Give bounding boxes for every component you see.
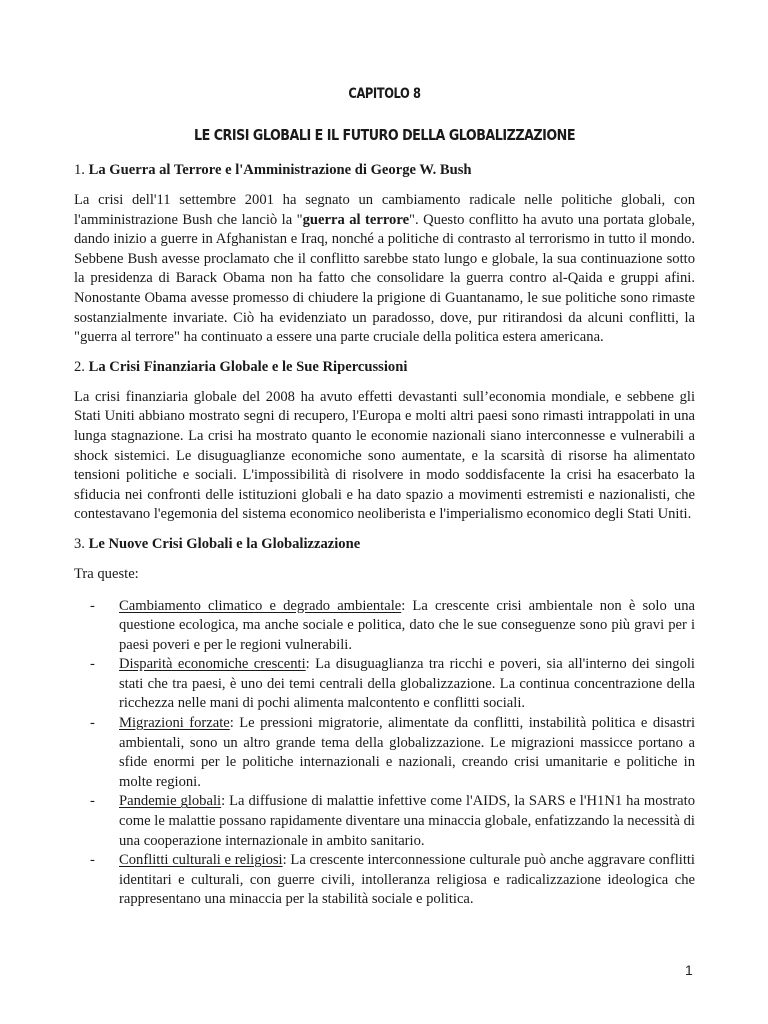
chapter-title: LE CRISI GLOBALI E IL FUTURO DELLA GLOBALIZZAZIONE bbox=[193, 126, 576, 144]
page-number: 1 bbox=[685, 962, 693, 978]
bold-term: guerra al terrore bbox=[302, 211, 410, 228]
list-item bbox=[74, 597, 695, 656]
paragraph-text: La crisi dell'11 settembre 2001 ha segnato un cambiamento radicale nelle politiche globali, con l'amministrazione Bush che lanciò la " bbox=[74, 192, 695, 228]
list-item-term: Cambiamento climatico e degrado ambientale bbox=[119, 597, 402, 614]
list-item-description: : La disuguaglianza tra ricchi e poveri, sia all'interno dei singoli stati che tra paesi, è uno dei temi centrali della globalizzazione. La continua concentrazione della ricchezza nelle mani di pochi alimenta malcontento e conflitti sociali. bbox=[119, 656, 695, 712]
dash-bullet-icon: - bbox=[90, 656, 95, 673]
paragraph-text: ". Questo conflitto ha avuto una portata globale, dando inizio a guerre in Afghanistan e Iraq, nonché a politiche di contrasto al terrorismo in tutto il mondo. Sebbene Bush avesse proclamato che il conflitto sarebbe stato lungo e globale, la sua continuazione sotto la presidenza di Barack Obama non ha fatto che consolidare la guerra contro al-Qaida e gruppi afini. Nonostante Obama avesse promesso di chiudere la prigione di Guantanamo, le sue politiche sono rimaste sostanzialmente invariate. Ciò ha evidenziato un paradosso, dove, pur ritirandosi da alcuni conflitti, la "guerra al terrore" ha continuato a essere una parte cruciale della politica estera americana. bbox=[74, 211, 696, 346]
list-item bbox=[74, 851, 695, 910]
section-2-paragraph: La crisi finanziaria globale del 2008 ha avuto effetti devastanti sull’economia mondiale, e sebbene gli Stati Uniti abbiano mostrato segni di recupero, l'Europa e molti altri paesi sono rimasti intrappolati in una lunga stagnazione. La crisi ha mostrato quanto le economie nazionali siano interconnesse e vulnerabili a shock sistemici. Le disuguaglianze economiche sono aumentate, e la scarsità di risorse ha alimentato tensioni politiche e sociali. L'impossibilità di risolvere in modo soddisfacente la crisi ha esacerbato la sfiducia nei confronti delle istituzioni globali e ha dato spazio a movimenti estremisti e nazionalisti, che contestavano l'egemonia del sistema economico neoliberista e l'imperialismo economico degli Stati Uniti. bbox=[74, 388, 695, 523]
list-item bbox=[74, 714, 695, 792]
section-title: Le Nuove Crisi Globali e la Globalizzazione bbox=[88, 535, 361, 552]
list-item-description: : La crescente interconnessione culturale può anche aggravare conflitti identitari e culturali, con guerre civili, intolleranza religiosa e radicalizzazione ideologica che rappresentano una minaccia per la stabilità sociale e politica. bbox=[119, 852, 695, 908]
dash-bullet-icon: - bbox=[90, 852, 95, 869]
chapter-label: CAPITOLO 8 bbox=[348, 86, 421, 102]
section-1-paragraph bbox=[74, 191, 695, 348]
dash-bullet-icon: - bbox=[90, 793, 95, 810]
list-item-term: Conflitti culturali e religiosi bbox=[119, 852, 283, 869]
list-intro: Tra queste: bbox=[74, 565, 139, 582]
list-item-term: Pandemie globali bbox=[119, 793, 222, 810]
section-number: 2. bbox=[74, 358, 85, 375]
section-heading-1 bbox=[74, 160, 695, 180]
section-number: 1. bbox=[74, 162, 85, 178]
dash-bullet-icon: - bbox=[90, 597, 95, 614]
crises-list bbox=[74, 597, 695, 911]
list-item-description: : La crescente crisi ambientale non è solo una questione ecologica, ma anche sociale e politica, dato che le sue conseguenze sono più gravi per i paesi poveri e per le regioni vulnerabili. bbox=[119, 597, 695, 653]
section-title: La Crisi Finanziaria Globale e le Sue Ripercussioni bbox=[88, 358, 408, 375]
list-item-description: : Le pressioni migratorie, alimentate da conflitti, instabilità politica e disastri ambientali, sono un altro grande tema della globalizzazione. Le migrazioni massicce portano a sfide enormi per le politiche internazionali e nazionali, creando crisi umanitarie e politiche in molte regioni. bbox=[119, 715, 695, 790]
document-page bbox=[74, 84, 695, 910]
section-title: La Guerra al Terrore e l'Amministrazione di George W. Bush bbox=[88, 162, 472, 178]
list-item-description: : La diffusione di malattie infettive come l'AIDS, la SARS e l'H1N1 ha mostrato come le malattie possano rapidamente diventare una minaccia globale, enfatizzando la necessità di una cooperazione internazionale in ambito sanitario. bbox=[119, 793, 695, 849]
list-item bbox=[74, 655, 695, 714]
list-item-term: Migrazioni forzate bbox=[119, 715, 230, 732]
list-item-term: Disparità economiche crescenti bbox=[119, 656, 306, 673]
section-heading-3 bbox=[74, 534, 695, 554]
section-number: 3. bbox=[74, 535, 85, 552]
dash-bullet-icon: - bbox=[90, 715, 95, 732]
list-item bbox=[74, 792, 695, 851]
section-heading-2 bbox=[74, 357, 695, 377]
